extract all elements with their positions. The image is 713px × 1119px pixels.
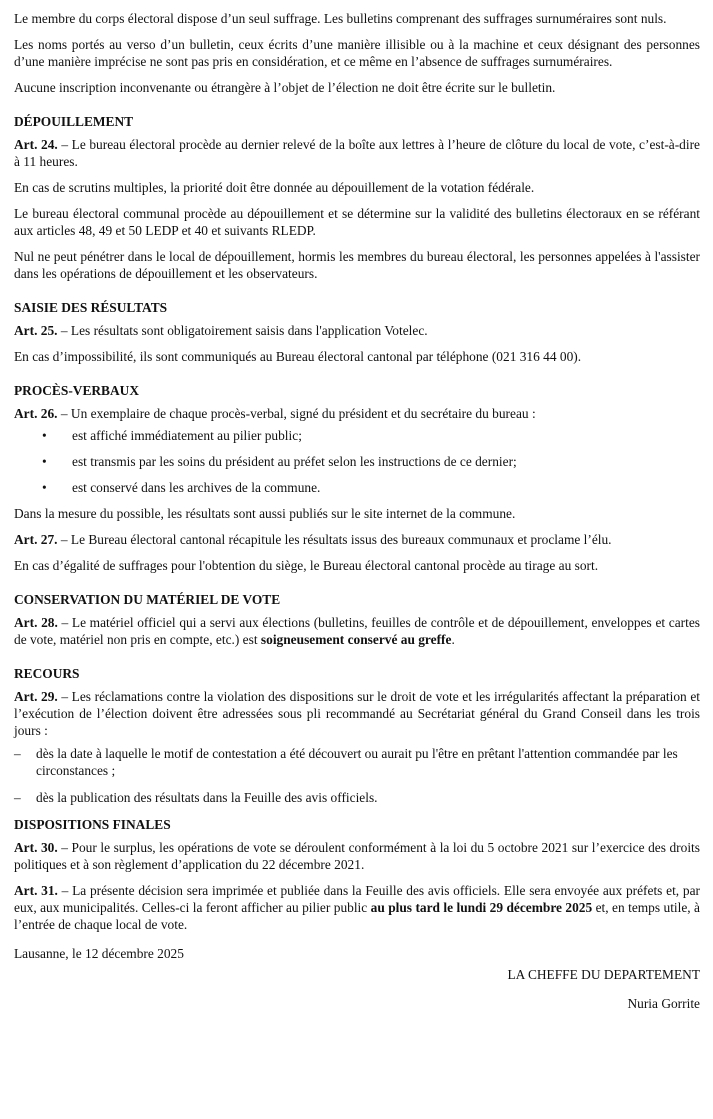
intro-paragraph-1: Le membre du corps électoral dispose d’un seul suffrage. Les bulletins comprenant des suffrages surnuméraires sont nuls. [14, 11, 667, 26]
article-28-end: . [451, 632, 455, 647]
list-item: • est affiché immédiatement au pilier public; [14, 427, 700, 444]
article-29-label: Art. 29. [14, 689, 58, 704]
article-28-label: Art. 28. [14, 615, 58, 630]
article-31 [14, 882, 700, 933]
heading-saisie: SAISIE DES RÉSULTATS [14, 300, 168, 315]
article-29-text: – Les réclamations contre la violation des dispositions sur le droit de vote et les irrégularités affectant la préparation et l’exécution de l’élection doivent être adressées sous pli recommandé au Secrétariat général du Grand Conseil dans les trois jours : [14, 689, 700, 738]
heading-dispositions-finales: DISPOSITIONS FINALES [14, 817, 171, 832]
article-31-text: – La présente décision sera imprimée et publiée dans la Feuille des avis officiels. Elle sera envoyée aux préfets et, par eux, aux municipalités. Celles-ci la feront afficher au pilier public [14, 883, 700, 915]
document-page [14, 10, 700, 1012]
heading-depouillement: DÉPOUILLEMENT [14, 114, 134, 129]
article-25-text: – Les résultats sont obligatoirement saisis dans l'application Votelec. [57, 323, 428, 338]
article-26-text: – Un exemplaire de chaque procès-verbal, signé du président et du secrétaire du bureau : [57, 406, 536, 421]
article-28 [14, 614, 700, 648]
list-item: • est conservé dans les archives de la commune. [14, 479, 700, 496]
article-24-label: Art. 24. [14, 137, 58, 152]
list-item: • est transmis par les soins du président au préfet selon les instructions de ce dernier; [14, 453, 700, 470]
depouillement-paragraph-4: Nul ne peut pénétrer dans le local de dépouillement, hormis les membres du bureau électoral, les personnes appelées à l'assister dans les opérations de dépouillement et les observateurs. [14, 249, 700, 281]
article-30-text: – Pour le surplus, les opérations de vote se déroulent conformément à la loi du 5 octobre 2021 sur l’exercice des droits politiques et à son règlement d’application du 22 décembre 2021. [14, 840, 700, 872]
pv-paragraph-after-list: Dans la mesure du possible, les résultats sont aussi publiés sur le site internet de la commune. [14, 506, 516, 521]
article-29 [14, 688, 700, 739]
article-31-end: et, en temps utile, à l’entrée de chaque local de vote. [14, 900, 701, 932]
heading-conservation: CONSERVATION DU MATÉRIEL DE VOTE [14, 592, 281, 607]
article-27 [14, 531, 700, 548]
article-24-text: – Le bureau électoral procède au dernier relevé de la boîte aux lettres à l’heure de clôture du local de vote, c’est-à-dire à 11 heures. [14, 137, 701, 169]
heading-proces-verbaux: PROCÈS-VERBAUX [14, 383, 139, 398]
intro-paragraph-3: Aucune inscription inconvenante ou étrangère à l’objet de l’élection ne doit être écrite sur le bulletin. [14, 80, 556, 95]
article-28-text: – Le matériel officiel qui a servi aux élections (bulletins, feuilles de contrôle et de dépouillement, enveloppes et cartes de vote, matériel non pris en compte, etc.) est [14, 615, 700, 647]
article-30 [14, 839, 700, 873]
article-31-bold: au plus tard le lundi 29 décembre 2025 [370, 900, 593, 915]
pv-paragraph-last: En cas d’égalité de suffrages pour l'obtention du siège, le Bureau électoral cantonal procède au tirage au sort. [14, 558, 599, 573]
saisie-paragraph-2: En cas d’impossibilité, ils sont communiqués au Bureau électoral cantonal par téléphone (021 316 44 00). [14, 349, 582, 364]
article-24 [14, 136, 700, 170]
article-26 [14, 405, 700, 422]
signatory-title: LA CHEFFE DU DEPARTEMENT [507, 967, 700, 982]
list-item: – dès la publication des résultats dans la Feuille des avis officiels. [14, 789, 700, 806]
signatory-name: Nuria Gorrite [627, 996, 700, 1011]
article-30-label: Art. 30. [14, 840, 58, 855]
intro-paragraph-2: Les noms portés au verso d’un bulletin, ceux écrits d’une manière illisible ou à la machine et ceux désignant des personnes d’une manière imprécise ne sont pas pris en considération, et ce même en l’absence de suffrages surnuméraires. [14, 37, 700, 69]
article-31-label: Art. 31. [14, 883, 58, 898]
article-26-bullet-list [14, 427, 700, 496]
heading-recours: RECOURS [14, 666, 80, 681]
depouillement-paragraph-3: Le bureau électoral communal procède au dépouillement et se détermine sur la validité des bulletins électoraux en se référant aux articles 48, 49 et 50 LEDP et 40 et suivants RLEDP. [14, 206, 700, 238]
article-25-label: Art. 25. [14, 323, 58, 338]
article-29-dash-list [14, 745, 700, 806]
place-date: Lausanne, le 12 décembre 2025 [14, 946, 184, 961]
article-27-label: Art. 27. [14, 532, 58, 547]
depouillement-paragraph-2: En cas de scrutins multiples, la priorité doit être donnée au dépouillement de la votation fédérale. [14, 180, 535, 195]
list-item: – dès la date à laquelle le motif de contestation a été découvert ou aurait pu l'être en prêtant l'attention commandée par les circonstances ; [14, 745, 700, 779]
article-28-bold: soigneusement conservé au greffe [260, 632, 452, 647]
article-25 [14, 322, 700, 339]
article-26-label: Art. 26. [14, 406, 58, 421]
article-27-text: – Le Bureau électoral cantonal récapitule les résultats issus des bureaux communaux et proclame l’élu. [57, 532, 612, 547]
